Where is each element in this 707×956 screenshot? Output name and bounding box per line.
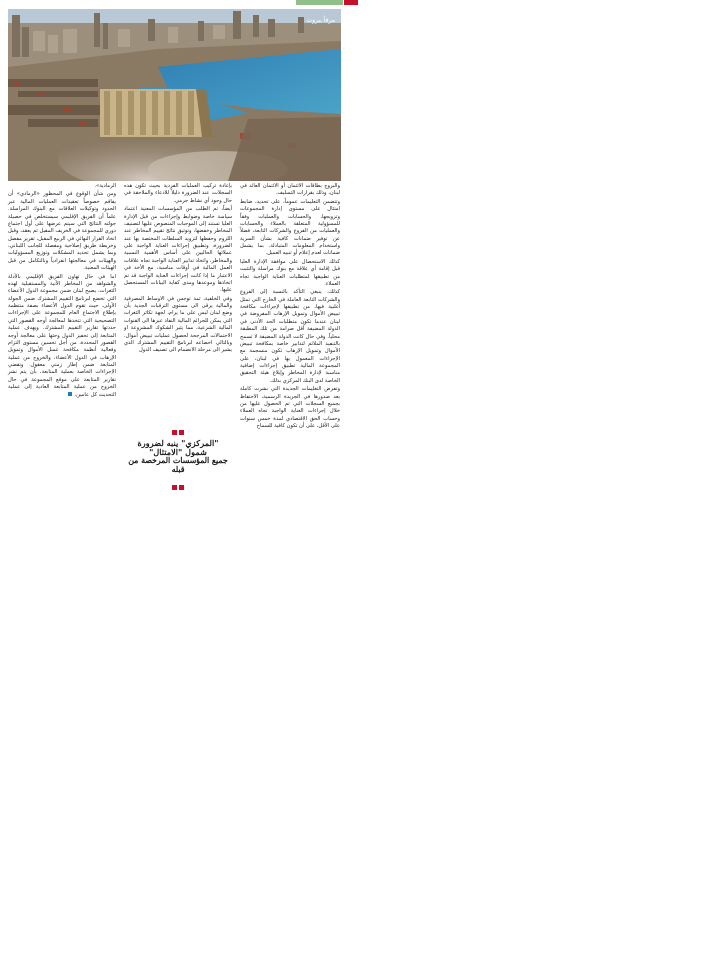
pull-quote-line-1: "المركزي" ينبه لضرورة: [137, 438, 219, 448]
pull-quote: [124, 420, 232, 472]
paragraph: ومن شأن الوقوع في المحظور «الرمادي» أن يفاقم خصوصاً تعقيدات العمليات المالية عبر الحدود وتوكيلات العلاقات مع البنوك المراسلة. علماً أن الفريق الإقليمي سيستخلص في حصيلة جولته النتائج التي سيتم عرضها على أول اجتماع دوري للمجموعة في الخريف المقبل ثم يعقد، وقبل اتخاذ القرار النهائي في الربيع المقبل، تقرير مفصل وخريطة طريق إصلاحية ومفصلة للجانب اللبناني، وبما يشمل تحديد المشكلات وتوزيع المسؤوليات والهيئات في معالجتها انفرادياً وبالتكامل من قبل الهيئات المعنية.: [8, 191, 116, 272]
port-explosion-photo: [8, 9, 341, 181]
paragraph: وتتضمن التعليمات عموماً، على تحديد، ضابط امتثال على مستوى إدارة المجموعات وترويجها، والحسابات والعمليات وفقاً للمسؤولية المتعلقة بالعملاء والحسابات والعمليات من الفروع والشركات التابعة، فضلاً عن توفير ضمانات كافية بشأن السرية واستخدام المعلومات المتبادلة. بما يشمل ضمانات لعدم إعلام أو تنبيه العميل.: [240, 198, 340, 257]
paragraph: بإعادة تركيب العمليات الفردية بحيث تكون هذه السجلات، عند الضرورة دليلاً للادعاء والملاحقة في حال وجود أي نشاط جرمي.: [124, 183, 232, 204]
paragraph: [8, 274, 116, 399]
paragraph: والبروج بطاقات الائتمان أو الائتمان العائد في لبنان، وذلك بقرارات التسليف.: [240, 183, 340, 197]
pull-quote-line-3: جميع المؤسسات المرخصة من قبله: [128, 456, 228, 474]
paragraph-text: اما في حال تهاون الفريق الإقليمي بالأدلة والشواهد من المخاطر الآنية والمستقبلية لهذه الثغرات، يصبح لبنان ضمن مجموعة الدول الأعضاء التي تخضع لبرنامج التقييم المشترك ضمن الجولة الأولى. حيث تقوم الدول الأعضاء بصفة منتظمة بإطلاع الاجتماع العام للمجموعة على الإجراءات التصحيحية التي تتخذها لمعالجة أوجه القصور التي حددتها تقارير التقييم المشترك. ويهدف عملية المتابعة إلى تحفيز الدول وحثها على معالجة أوجه القصور المحددة، من أجل تحسين مستوى التزام وفعالية أنظمة مكافحة غسل الأموال وتمويل الإرهاب في الدول الأعضاء، والخروج من عملية المتابعة ضمن إطار زمني معقول. وتقضي الإجراءات الخاصة بعملية المتابعة، بأن يتم نشر تقارير المتابعة على موقع المجموعة في حال الخروج من عملية المتابعة العادية إلى عملية التحديث كل عامين.: [8, 273, 116, 398]
section-marker-green: [296, 0, 343, 5]
paragraph: كذلك، ينبغي التأكد بالنسبة إلى الفروع والشركات التابعة العاملة في الخارج التي تمثل أغلبية فيها، من تطبيقها لإجراءات مكافحة تبييض الأموال وتمويل الإرهاب المفروضة في لبنان عندما تكون متطلبات الحد الأدنى في الدولة المضيفة أقل صرامة من تلك المطبقة محلياً. وفي حال كانت الدولة المضيفة لا تسمح بالتنفيذ الملائم لتدابير خاصة بمكافحة تبييض الأموال وتمويل الإرهاب تكون منسجمة مع الإجراءات المعمول بها في لبنان، على المجموعة المالية تطبيق إجراءات إضافية مناسبة لإدارة المخاطر وإبلاغ هيئة التحقيق الخاصة لدى البنك المركزي بذلك.: [240, 289, 340, 384]
pull-quote-bottom-marks: [124, 475, 232, 494]
paragraph: وتفرض التعليمات الجديدة التي نشرت كاملة بعد صدورها في الجريدة الرسمية، الاحتفاظ بجميع السجلات التي تم الحصول عليها من خلال إجراءات العناية الواجبة تجاه العملاء وحساب الحق الاقتصادي لمدة خمس سنوات على الأقل، على أن تكون كافية للسماح: [240, 386, 340, 429]
section-marker: [296, 0, 358, 5]
section-marker-red: [344, 0, 358, 5]
paragraph: أيضاً، تم الطلب من المؤسسات المعنية اعتماد سياسة خاصة وضوابط وإجراءات من قبل الإدارة العليا تستند إلى الموجبات المنصوص عليها لتصنيف المخاطر وخفضها، وتوثيق نتائج تقييم المخاطر عند اللزوم وحفظها لتزويد السلطات المختصة بها عند الضرورة، وتطبيق إجراءات العناية الواجبة على عملائها الحاليين على أساس الأهمية النسبية والمخاطر، واتخاذ تدابير العناية الواجبة تجاه علاقات العمل المالية في أوقات مناسبة، مع الأخذ في الاعتبار ما إذا كانت إجراءات العناية الواجبة قد تم اتخاذها وموعدها ومدى كفاية البيانات المستحصل عليها.: [124, 206, 232, 294]
pull-quote-line-2: شمول "الامتثال": [149, 447, 207, 458]
pull-quote-top-marks: [124, 420, 232, 439]
article-column-1: [240, 183, 340, 431]
article-column-3: [8, 183, 116, 400]
paragraph: الرمادية».: [94, 183, 116, 189]
article-end-mark: [68, 392, 72, 396]
paragraph: كذلك الاستحصال على موافقة الإدارة العليا قبل إقامة أي علاقة مع بنوك مراسلة والتثبت من تطبيقها لمتطلبات العناية الواجبة تجاه العملاء.: [240, 258, 340, 287]
article-column-2: [124, 183, 232, 356]
photo-illustration: [8, 9, 341, 181]
photo-credit: مرفأ بيروت: [306, 17, 335, 24]
paragraph: وفي الخلفية، ثمة توجس في الاوساط المصرفية والمالية يرقى الى مستوى الترقبات الجدية بأن وضع لبنان ليس على ما يرام، لجهة تكاثر الثغرات التي يمكن للجرائم المالية النفاذ عبرها الى القنوات المالية الشرعية، مما يثير الشكوك المشروعة او الاحتمالات المرجحة لحصول عمليات تبييض أموال. وبالتالي اخضاعه لبرنامج التقييم المشترك الذي يشير الى مرحلة الانضمام الى تصنيف الدول: [124, 295, 232, 354]
